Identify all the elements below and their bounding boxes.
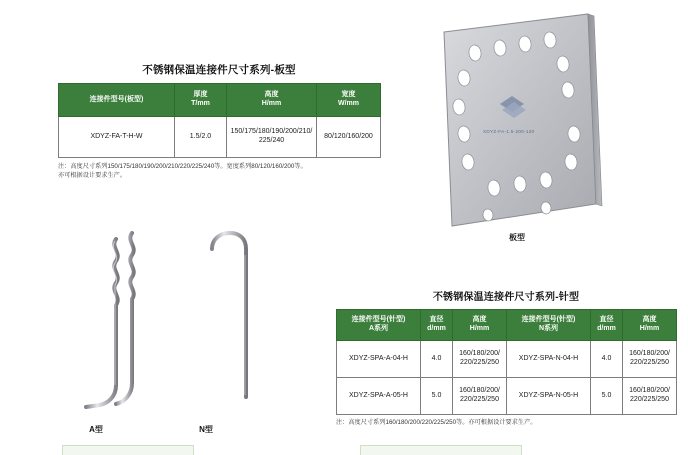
cell-thickness: 1.5/2.0 (175, 117, 227, 158)
col-header-diameter-n-line2: d/mm (597, 325, 616, 332)
col-header-height-line2: H/mm (261, 100, 282, 107)
col-header-diameter-a-line1: 直径 (429, 316, 444, 324)
cell-height-n-line1: 160/180/200/ (629, 350, 670, 358)
cell-diameter-n: 5.0 (591, 378, 623, 415)
cell-height-n (623, 341, 677, 378)
col-header-thickness-line1: 厚度 (193, 91, 208, 99)
cell-height-a-line2: 220/225/250 (460, 396, 499, 403)
col-header-diameter-a-line2: d/mm (427, 325, 446, 332)
plate-dimensions-table (58, 83, 381, 158)
cell-height-n-line2: 220/225/250 (630, 396, 669, 403)
needle-note-line1: 注：高度尺寸系列160/180/200/220/225/250等。亦可根据设计要求生产。 (336, 419, 537, 426)
anchor-n-figure-shade (211, 255, 245, 395)
cell-height-a-line1: 160/180/200/ (459, 387, 500, 395)
cell-height-a-line2: 220/225/250 (460, 359, 499, 366)
watermark-text: XDYZ-FA-1.5-200-120 (483, 129, 535, 134)
cell-height-line1: 150/175/180/190/200/210/ (230, 128, 313, 136)
anchor-illustrations (60, 225, 300, 425)
needle-section-title: 不锈钢保温连接件尺寸系列-针型 (432, 292, 580, 303)
col-header-model-line1: 连接件型号(板型) (89, 95, 144, 103)
col-header-thickness (175, 84, 227, 117)
col-header-height-a (453, 310, 507, 341)
table-header-row (337, 310, 677, 341)
col-header-height-a-line1: 高度 (472, 316, 487, 324)
plate-type-section (58, 62, 380, 181)
cell-height-a (453, 341, 507, 378)
col-header-height (227, 84, 317, 117)
col-header-model-n-line1: 连接件型号(针型) (521, 316, 576, 324)
col-header-height-n-line2: H/mm (639, 325, 660, 332)
col-header-diameter-a (421, 310, 453, 341)
cell-height-n-line1: 160/180/200/ (629, 387, 670, 395)
cell-height-a-line1: 160/180/200/ (459, 350, 500, 358)
cell-model: XDYZ-FA-T-H-W (59, 117, 175, 158)
col-header-model (59, 84, 175, 117)
col-header-width (317, 84, 381, 117)
cell-height (227, 117, 317, 158)
table-header-row (59, 84, 381, 117)
bottom-strip-right (360, 445, 522, 455)
cell-model-n: XDYZ-SPA-N-04-H (507, 341, 591, 378)
col-header-width-line2: W/mm (338, 100, 359, 107)
anchor-figures (60, 225, 300, 440)
col-header-height-n-line1: 高度 (642, 316, 657, 324)
anchor-n-figure (212, 233, 246, 397)
plate-figure-caption: 板型 (509, 233, 525, 242)
col-header-thickness-line2: T/mm (191, 100, 210, 107)
table-row (337, 341, 677, 378)
col-header-height-n (623, 310, 677, 341)
cell-height-n (623, 378, 677, 415)
table-row (337, 378, 677, 415)
cell-diameter-n: 4.0 (591, 341, 623, 378)
col-header-model-a (337, 310, 421, 341)
col-header-diameter-n (591, 310, 623, 341)
col-header-model-n (507, 310, 591, 341)
anchor-n-caption: N型 (199, 425, 213, 434)
cell-height-line2: 225/240 (258, 137, 285, 144)
plate-table-note (58, 163, 380, 181)
table-row (59, 117, 381, 158)
anchor-a-caption: A型 (89, 425, 103, 434)
bottom-strip-left (62, 445, 194, 455)
col-header-model-a-line2: A系列 (368, 325, 389, 332)
cell-height-a (453, 378, 507, 415)
needle-type-section (336, 288, 676, 428)
col-header-model-n-line2: N系列 (538, 325, 559, 332)
cell-model-n: XDYZ-SPA-N-05-H (507, 378, 591, 415)
plate-note-line2: 亦可根据设计要求生产。 (58, 171, 127, 179)
col-header-height-a-line2: H/mm (469, 325, 490, 332)
plate-product-figure (428, 12, 606, 248)
needle-table-note (336, 419, 676, 428)
cell-height-n-line2: 220/225/250 (630, 359, 669, 366)
cell-width: 80/120/160/200 (317, 117, 381, 158)
cell-diameter-a: 4.0 (421, 341, 453, 378)
cell-model-a: XDYZ-SPA-A-05-H (337, 378, 421, 415)
col-header-width-line1: 宽度 (341, 91, 356, 99)
plate-note-line1: 注：高度尺寸系列150/175/180/190/200/210/220/225/240等。宽度系列80/120/160/200等。 (58, 163, 307, 170)
cell-model-a: XDYZ-SPA-A-04-H (337, 341, 421, 378)
col-header-model-a-line1: 连接件型号(针型) (351, 316, 406, 324)
cell-diameter-a: 5.0 (421, 378, 453, 415)
col-header-diameter-n-line1: 直径 (599, 316, 614, 324)
col-header-height-line1: 高度 (264, 91, 279, 99)
plate-illustration (428, 12, 606, 230)
needle-dimensions-table (336, 309, 677, 415)
plate-section-title: 不锈钢保温连接件尺寸系列-板型 (142, 64, 296, 76)
anchor-a-figure (86, 233, 134, 407)
